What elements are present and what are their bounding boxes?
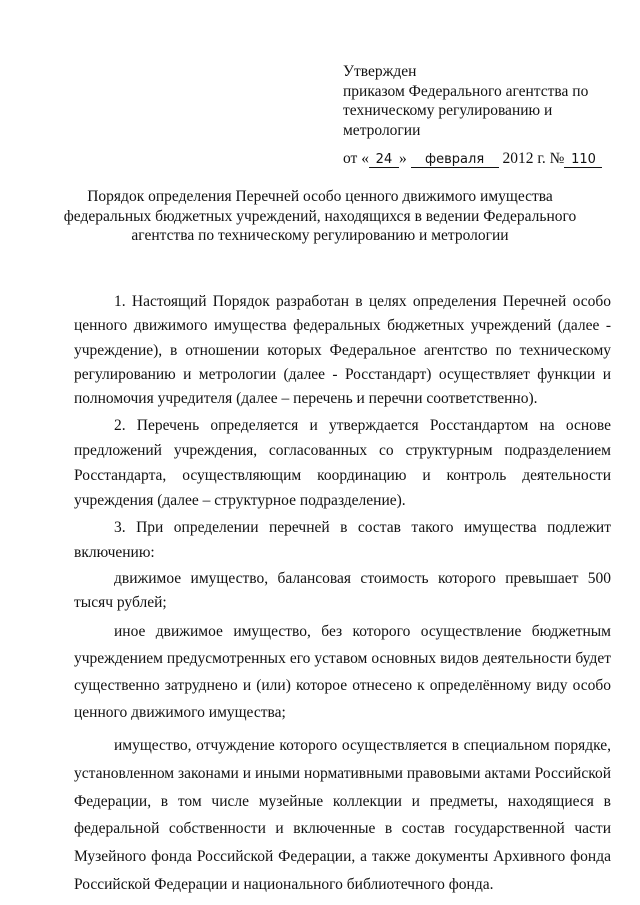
paragraph-5: иное движимое имущество, без которого осуществление бюджетным учреждением предусмотренных его уставом основных видов деятельности будет существенно затруднено и (или) которое отнесено к определённому виду особо ценного движимого имущества;	[74, 623, 611, 722]
approval-line-1: Утвержден	[343, 63, 417, 80]
order-prefix: от «	[343, 150, 369, 167]
order-reference	[343, 150, 602, 168]
paragraph-4: движимое имущество, балансовая стоимость которого превышает 500 тысяч рублей;	[74, 570, 611, 612]
order-mid: »	[398, 150, 407, 167]
title-line-3: агентства по техническому регулированию и метрологии	[131, 227, 509, 244]
approval-stamp	[343, 62, 623, 140]
title-line-1: Порядок определения Перечней особо ценного движимого имущества	[87, 188, 553, 205]
order-month: февраля	[411, 152, 499, 168]
approval-line-4: метрологии	[343, 121, 421, 139]
paragraph-1: 1. Настоящий Порядок разработан в целях определения Перечней особо ценного движимого имущества федеральных бюджетных учреждений (далее - учреждение), в отношении которых Федеральное агентство по техническому регулированию и метрологии (далее - Росстандарт) осуществляет функции и полномочия учредителя (далее – перечень и перечни соответственно).	[74, 293, 611, 408]
order-number: 110	[564, 152, 602, 168]
paragraph-2: 2. Перечень определяется и утверждается Росстандартом на основе предложений учреждения, согласованных со структурным подразделением Росстандарта, осуществляющим координацию и контроль деятельности учреждения (далее – структурное подразделение).	[74, 417, 611, 509]
document-body	[74, 290, 611, 899]
paragraph-6: имущество, отчуждение которого осуществляется в специальном порядке, установленном законами и иными нормативными правовыми актами Российской Федерации, в том числе музейные коллекции и предметы, находящиеся в федеральной собственности и включенные в состав государственной части Музейного фонда Российской Федерации, а также документы Архивного фонда Российской Федерации и национального библиотечного фонда.	[74, 737, 611, 893]
approval-line-2: приказом Федерального агентства по	[343, 82, 589, 100]
approval-line-3: техническому регулированию и	[343, 102, 553, 119]
order-day: 24	[369, 152, 399, 168]
document-title	[60, 187, 580, 246]
title-line-2: федеральных бюджетных учреждений, находящихся в ведении Федерального	[63, 207, 577, 225]
order-year: 2012 г. №	[502, 150, 565, 167]
paragraph-3: 3. При определении перечней в состав такого имущества подлежит включению:	[74, 519, 611, 561]
